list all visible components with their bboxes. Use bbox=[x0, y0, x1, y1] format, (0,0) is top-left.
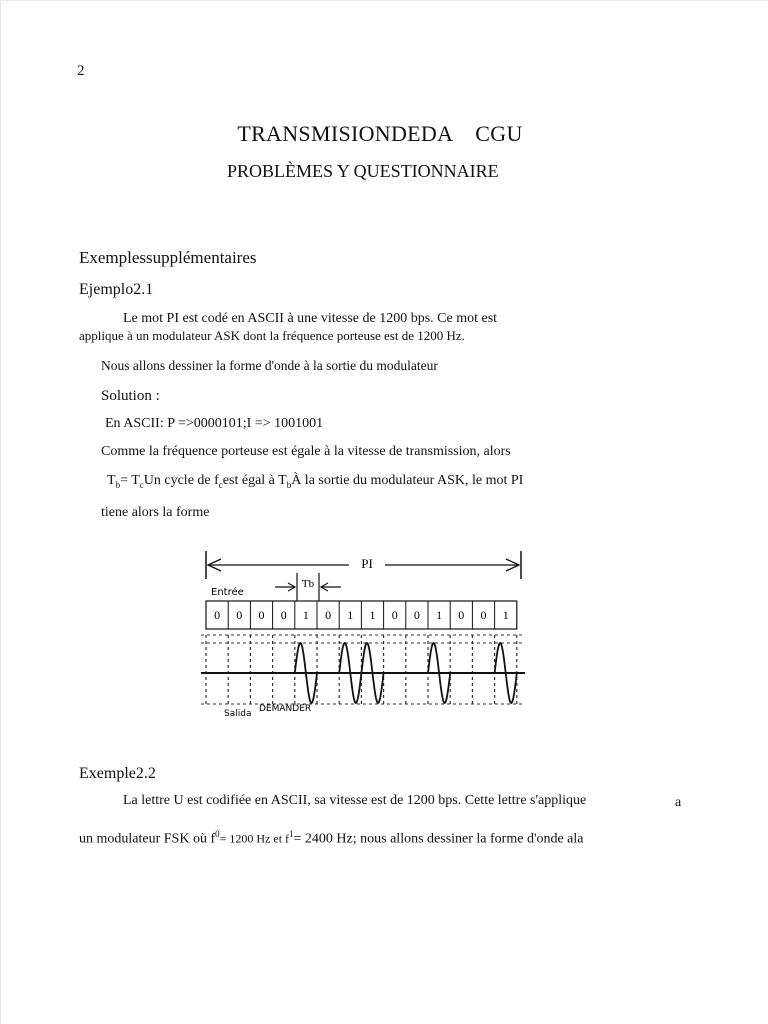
tb-sub-2: c bbox=[139, 479, 144, 490]
tb-text-2: = T bbox=[120, 473, 140, 488]
timing-grid bbox=[201, 635, 525, 707]
example1-heading: Ejemplo2.1 bbox=[79, 281, 154, 298]
tb-label: Tb bbox=[301, 578, 315, 590]
bit-value: 0 bbox=[280, 608, 287, 622]
bit-value: 0 bbox=[214, 608, 221, 622]
bit-value: 0 bbox=[413, 608, 420, 622]
ask-modulation-diagram bbox=[191, 543, 531, 728]
bit-value: 1 bbox=[302, 608, 309, 622]
tb-text-5: À la sortie du modulateur ASK, le mot PI bbox=[291, 473, 524, 488]
tb-sub-1: b bbox=[115, 479, 121, 490]
ascii-line: En ASCII: P =>0000101;I => 1001001 bbox=[105, 416, 324, 431]
tb-line bbox=[107, 473, 523, 490]
entree-label: Entrée bbox=[211, 587, 244, 598]
tb-text-3: Un cycle de f bbox=[143, 473, 219, 488]
ex2-sup-2: 1 bbox=[289, 829, 294, 839]
solution-label: Solution : bbox=[101, 388, 160, 404]
tb-sub-3: c bbox=[218, 479, 223, 490]
bit-value: 0 bbox=[391, 608, 398, 622]
example1-paragraph-line1: Le mot PI est codé en ASCII à une vitesse de 1200 bps. Ce mot est bbox=[123, 311, 498, 326]
salida-label: Salida bbox=[224, 709, 252, 719]
document-subtitle: PROBLÈMES Y QUESTIONNAIRE bbox=[227, 161, 499, 181]
ex2-text-1: un modulateur FSK où f bbox=[79, 831, 216, 847]
title-part-2: CGU bbox=[475, 121, 523, 146]
bit-value: 0 bbox=[325, 608, 332, 622]
bit-value: 1 bbox=[347, 608, 354, 622]
tiene-line: tiene alors la forme bbox=[101, 505, 210, 520]
page-number: 2 bbox=[77, 63, 85, 79]
bit-value: 1 bbox=[369, 608, 376, 622]
bit-value: 0 bbox=[480, 608, 487, 622]
ex2-text-2: = 1200 Hz et f bbox=[219, 831, 290, 846]
example2-line1: La lettre U est codifiée en ASCII, sa vitesse est de 1200 bps. Cette lettre s'applique bbox=[123, 793, 587, 808]
example2-heading: Exemple2.2 bbox=[79, 765, 156, 782]
bit-value: 1 bbox=[436, 608, 443, 622]
tb-text-4: est égal à T bbox=[222, 473, 287, 488]
demander-label: DEMANDER bbox=[259, 704, 312, 714]
bit-value: 1 bbox=[502, 608, 509, 622]
title-part-1: TRANSMISIONDEDA bbox=[237, 121, 454, 146]
comme-line: Comme la fréquence porteuse est égale à la vitesse de transmission, alors bbox=[101, 444, 511, 459]
ex2-text-3: = 2400 Hz; nous allons dessiner la forme d'onde ala bbox=[293, 831, 584, 847]
section-heading: Exemplessupplémentaires bbox=[79, 248, 257, 267]
example1-paragraph2: Nous allons dessiner la forme d'onde à la sortie du modulateur bbox=[101, 358, 438, 373]
example1-paragraph-line2: applique à un modulateur ASK dont la fréquence porteuse est de 1200 Hz. bbox=[79, 328, 465, 343]
document-title bbox=[1, 121, 768, 147]
example2-line2 bbox=[79, 829, 584, 848]
tb-sub-4: b bbox=[286, 479, 292, 490]
bit-value: 0 bbox=[258, 608, 265, 622]
bit-value: 0 bbox=[236, 608, 243, 622]
example2-line1-tail: a bbox=[675, 795, 682, 810]
bit-value: 0 bbox=[458, 608, 465, 622]
tb-text-1: T bbox=[107, 473, 116, 488]
bit-boxes bbox=[206, 601, 517, 629]
ex2-sup-1: 0 bbox=[215, 829, 220, 839]
pi-label: PI bbox=[361, 556, 373, 571]
